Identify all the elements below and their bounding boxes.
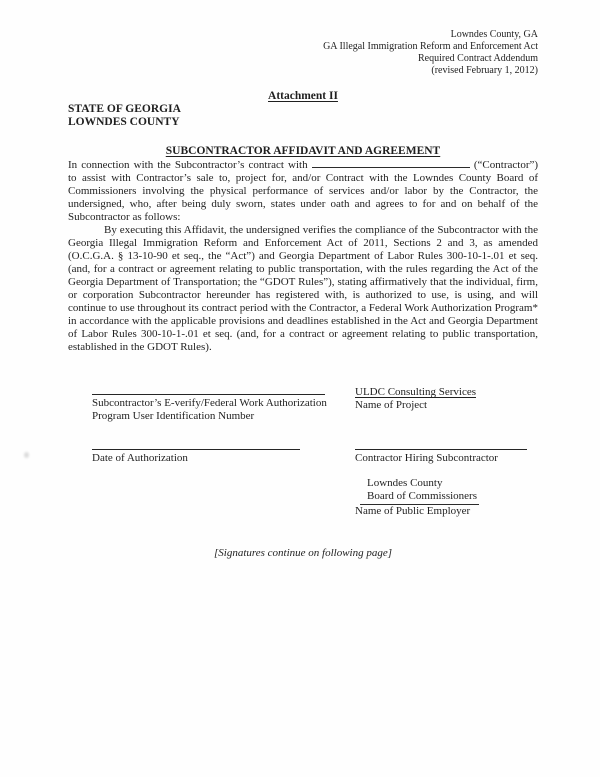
document-title-text: SUBCONTRACTOR AFFIDAVIT AND AGREEMENT bbox=[165, 145, 441, 157]
state-heading: STATE OF GEORGIA bbox=[68, 103, 181, 115]
body-paragraph: By executing this Affidavit, the undersigned verifies the compliance of the Subcontractor with the Georgia Illegal Immigration Reform and Enforcement Act of 2011, Sections 2 and 3, as amended (O.C.G.A. § 13-10-90 et seq., the “Act”) and Georgia Department of Labor Rules 300-10-1-.01 et seq. (and, for a contract or agreement relating to public transportation, with the rules regarding the Act of the Georgia Department of Transportation; the “GDOT Rules”), stating affirmatively that the individual, firm, or corporation Subcontractor hereunder has registered with, is authorized to use, is using, and will continue to use throughout its contract period with the Contractor, a Federal Work Authorization Program* in accordance with the applicable provisions and deadlines established in the Act and Georgia Department of Labor Rules 300-10-1-.01 et seq. (and, for a contract or agreement relating to public transportation, established in the GDOT Rules). bbox=[68, 224, 538, 353]
everify-signature-line bbox=[92, 386, 325, 395]
project-name-value-text: ULDC Consulting Services bbox=[355, 386, 476, 398]
header-line-addendum: Required Contract Addendum bbox=[418, 53, 538, 64]
intro-text-before-blank: In connection with the Subcontractor’s contract with bbox=[68, 159, 308, 171]
attachment-heading bbox=[68, 90, 538, 103]
signature-section bbox=[68, 386, 538, 518]
document-header bbox=[68, 0, 538, 77]
signature-row-date-contractor bbox=[68, 431, 538, 465]
intro-text-after-blank: (“Contractor”) to assist with Contractor’s sale to, project for, and/or Contract with the Lowndes County Board of Commissioners involving the physical performance of services and/or labor by the Contractor, the undersigned, who, after being duly sworn, states under oath and agrees to for and on behalf of the Subcontractor as follows: bbox=[68, 159, 539, 223]
intro-paragraph bbox=[68, 158, 538, 224]
employer-name-line1: Lowndes County bbox=[367, 477, 443, 489]
everify-label-line2: Program User Identification Number bbox=[92, 410, 255, 422]
contractor-name-blank bbox=[312, 158, 470, 168]
date-signature-line bbox=[92, 431, 300, 450]
header-line-act: GA Illegal Immigration Reform and Enforcement Act bbox=[323, 41, 538, 52]
project-name-cell bbox=[355, 386, 538, 423]
document-content bbox=[68, 0, 538, 560]
date-signature-cell bbox=[92, 431, 331, 465]
project-name-value bbox=[355, 386, 538, 399]
contractor-signature-line bbox=[355, 431, 527, 450]
contractor-label: Contractor Hiring Subcontractor bbox=[355, 452, 498, 464]
county-heading: LOWNDES COUNTY bbox=[68, 115, 180, 128]
public-employer-block bbox=[355, 477, 538, 518]
scan-artifact bbox=[24, 452, 29, 458]
project-name-label: Name of Project bbox=[355, 399, 428, 411]
attachment-heading-text: Attachment II bbox=[268, 90, 338, 102]
header-line-county: Lowndes County, GA bbox=[450, 29, 538, 40]
signature-row-everify bbox=[68, 386, 538, 423]
employer-label: Name of Public Employer bbox=[355, 505, 471, 517]
everify-signature-cell bbox=[92, 386, 331, 423]
jurisdiction-block bbox=[68, 103, 538, 128]
employer-name-line2 bbox=[355, 490, 538, 505]
header-line-revision: (revised February 1, 2012) bbox=[431, 65, 538, 76]
date-label: Date of Authorization bbox=[92, 452, 188, 464]
employer-name-line2-text: Board of Commissioners bbox=[360, 490, 479, 505]
continuation-note: [Signatures continue on following page] bbox=[213, 547, 393, 559]
contractor-signature-cell bbox=[355, 431, 538, 465]
document-title bbox=[68, 145, 538, 158]
everify-label-line1: Subcontractor’s E-verify/Federal Work Authorization bbox=[92, 397, 327, 409]
